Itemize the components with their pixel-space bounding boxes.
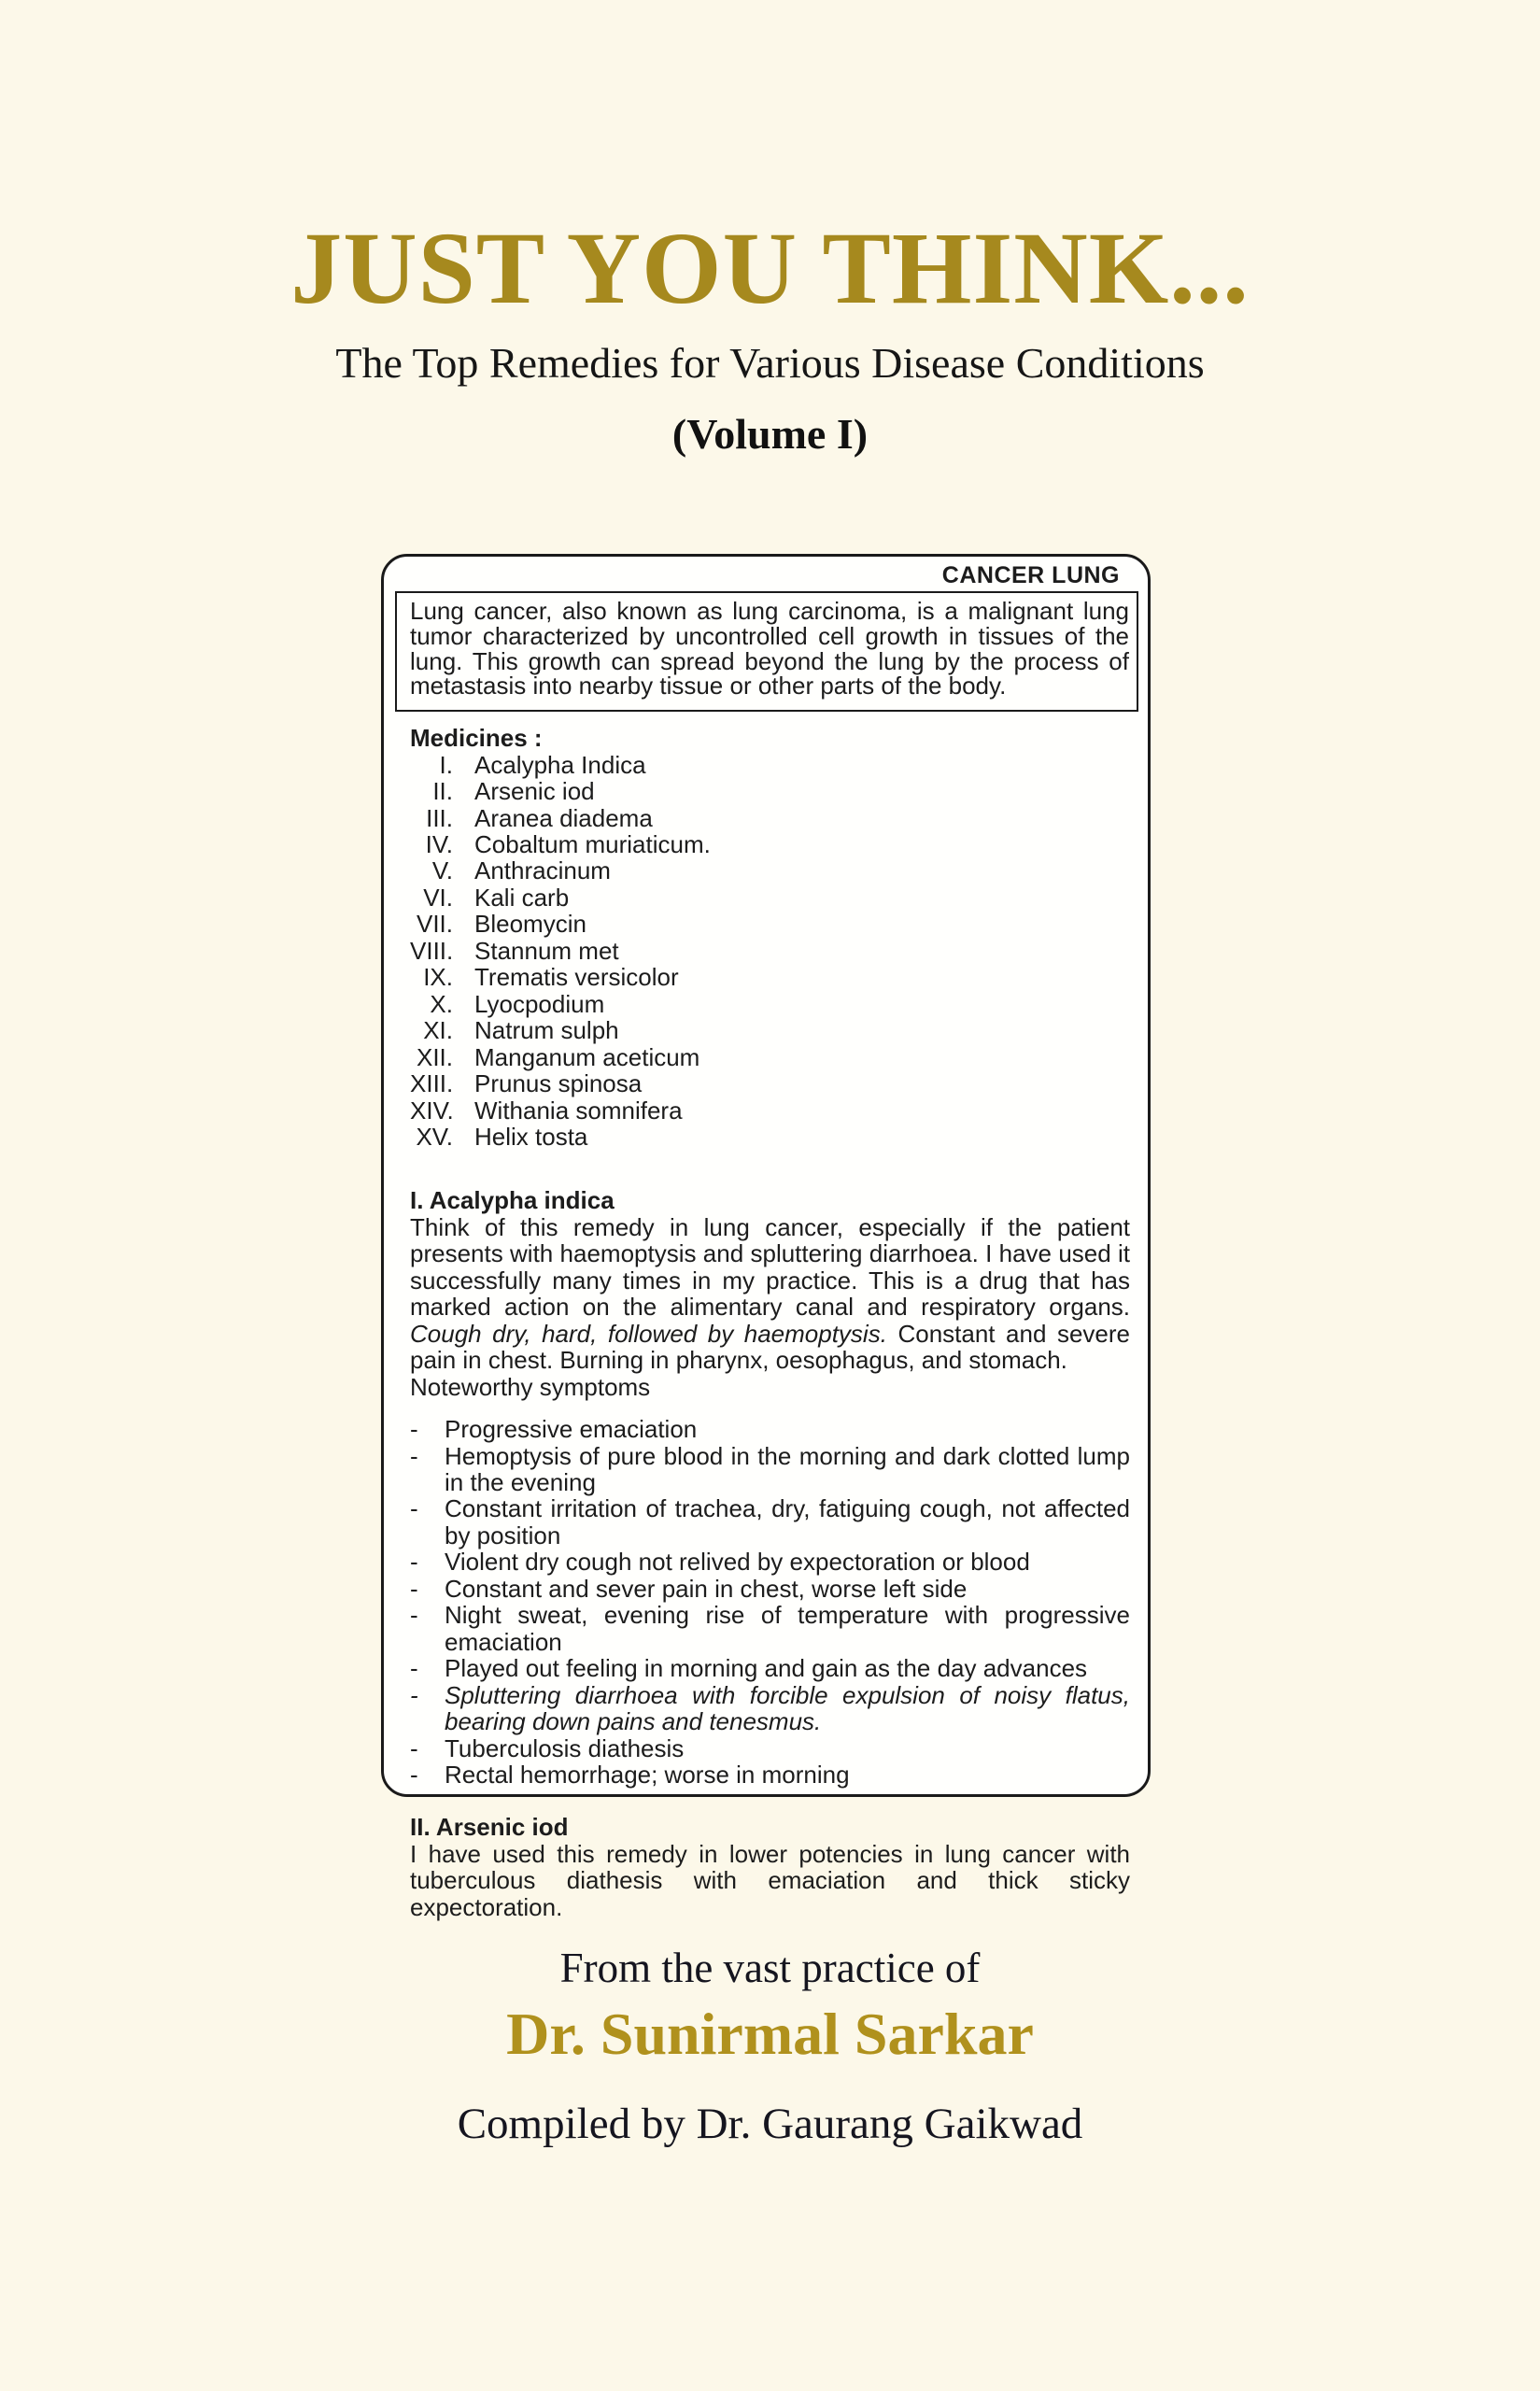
symptom-item [410,1761,1130,1788]
symptom-text: Night sweat, evening rise of temperature with progressive emaciation [445,1601,1130,1656]
symptom-item [410,1495,1130,1549]
medicine-numeral: X. [430,989,453,1018]
medicine-numeral: IX. [423,963,453,992]
medicine-numeral: XIV. [410,1096,454,1125]
dash-bullet: - [410,1654,418,1683]
medicine-numeral: XIII. [410,1069,454,1098]
medicine-numeral: VIII. [410,936,454,965]
paragraph-text: Think of this remedy in lung cancer, especially if the patient presents with haemoptysis and spluttering diarrhoea. I have used it successfully many times in my practice. This is a drug that has marked action on the alimentary canal and respiratory organs. [410,1212,1130,1322]
symptom-item [410,1602,1130,1655]
medicine-item [410,991,1130,1017]
disease-description-box: Lung cancer, also known as lung carcinoma, is a malignant lung tumor characterized by uncontrolled cell growth in tissues of the lung. This growth can spread beyond the lung by the process of metastasis into nearby tissue or other parts of the body. [395,591,1138,712]
medicine-name: Lyocpodium [474,989,605,1018]
symptom-text: Violent dry cough not relived by expectoration or blood [445,1548,1030,1577]
medicine-name: Cobaltum muriaticum. [474,830,711,858]
medicine-numeral: I. [439,750,453,779]
medicine-item [410,778,1130,804]
medicine-item [410,884,1130,911]
paragraph-text: Constant and severe pain in chest. Burning in pharynx, oesophagus, and stomach. [410,1319,1130,1375]
medicine-name: Arsenic iod [474,777,595,806]
symptom-text: Rectal hemorrhage; worse in morning [445,1760,850,1789]
medicine-numeral: VI. [423,883,453,912]
symptoms-list [410,1416,1130,1788]
symptom-item [410,1576,1130,1602]
symptom-item [410,1655,1130,1681]
medicine-name: Kali carb [474,883,570,912]
medicines-label: Medicines : [410,724,543,753]
arsenic-paragraph: I have used this remedy in lower potencies in lung cancer with tuberculous diathesis with emaciation and thick sticky expectoration. [410,1839,1130,1921]
medicine-numeral: V. [431,856,453,885]
medicine-item [410,1017,1130,1043]
medicine-numeral: XI. [423,1016,453,1045]
medicine-item [410,911,1130,937]
dash-bullet: - [410,1548,418,1577]
symptom-text: Played out feeling in morning and gain as the day advances [445,1654,1088,1683]
volume-label: (Volume I) [671,410,869,458]
symptom-text: Constant and sever pain in chest, worse left side [445,1574,968,1603]
symptom-text: Hemoptysis of pure blood in the morning and dark clotted lump in the evening [445,1441,1130,1496]
medicine-item [410,964,1130,990]
dash-bullet: - [410,1494,418,1523]
symptom-item [410,1443,1130,1496]
symptom-text: Progressive emaciation [445,1415,698,1444]
medicine-item [410,831,1130,857]
panel-header: CANCER LUNG [941,562,1120,588]
symptom-item [410,1416,1130,1442]
page-subtitle: The Top Remedies for Various Disease Conditions [335,339,1205,387]
dash-bullet: - [410,1574,418,1603]
medicine-numeral: III. [426,803,453,832]
medicine-name: Helix tosta [474,1122,588,1151]
medicine-numeral: II. [432,777,453,806]
dash-bullet: - [410,1441,418,1470]
symptom-item [410,1549,1130,1575]
section-heading-acalypha: I. Acalypha indica [410,1186,615,1215]
dash-bullet: - [410,1415,418,1444]
medicine-name: Prunus spinosa [474,1069,643,1098]
medicine-numeral: XII. [416,1042,453,1071]
symptom-text: Spluttering diarrhoea with forcible expulsion of noisy flatus, bearing down pains and tenesmus. [445,1680,1130,1736]
paragraph-italic-text: Cough dry, hard, followed by haemoptysis. [410,1319,887,1348]
dash-bullet: - [410,1733,418,1762]
medicine-item [410,938,1130,964]
medicine-item [410,1124,1130,1150]
medicines-list [410,752,1130,1151]
symptom-text: Constant irritation of trachea, dry, fatiguing cough, not affected by position [445,1494,1130,1549]
medicine-item [410,805,1130,831]
medicine-item [410,1070,1130,1096]
compiler-credit-line: Compiled by Dr. Gaurang Gaikwad [457,2100,1083,2148]
medicine-name: Acalypha Indica [474,750,646,779]
medicine-name: Withania somnifera [474,1096,683,1125]
panel-body [384,725,1148,1920]
medicine-item [410,1097,1130,1124]
medicine-item [410,857,1130,884]
dash-bullet: - [410,1760,418,1789]
section-heading-arsenic: II. Arsenic iod [410,1813,569,1842]
medicine-name: Bleomycin [474,910,586,939]
medicine-numeral: VII. [416,910,453,939]
dash-bullet: - [410,1680,418,1709]
medicine-name: Manganum aceticum [474,1042,700,1071]
symptom-item [410,1735,1130,1761]
acalypha-paragraph [410,1214,1130,1374]
page-title: JUST YOU THINK... [290,211,1250,325]
medicine-item [410,1044,1130,1070]
practice-credit-line: From the vast practice of [559,1945,981,1991]
medicine-numeral: XV. [416,1122,453,1151]
symptom-text: Tuberculosis diathesis [445,1733,685,1762]
medicine-name: Anthracinum [474,856,611,885]
dash-bullet: - [410,1601,418,1630]
medicine-name: Trematis versicolor [474,963,679,992]
symptom-item [410,1682,1130,1735]
medicine-name: Natrum sulph [474,1016,619,1045]
author-name: Dr. Sunirmal Sarkar [506,2001,1034,2067]
medicine-numeral: IV. [425,830,453,858]
noteworthy-label: Noteworthy symptoms [410,1372,651,1401]
medicine-name: Stannum met [474,936,619,965]
cancer-lung-panel [381,554,1151,1921]
medicine-item [410,752,1130,778]
medicine-name: Aranea diadema [474,803,653,832]
